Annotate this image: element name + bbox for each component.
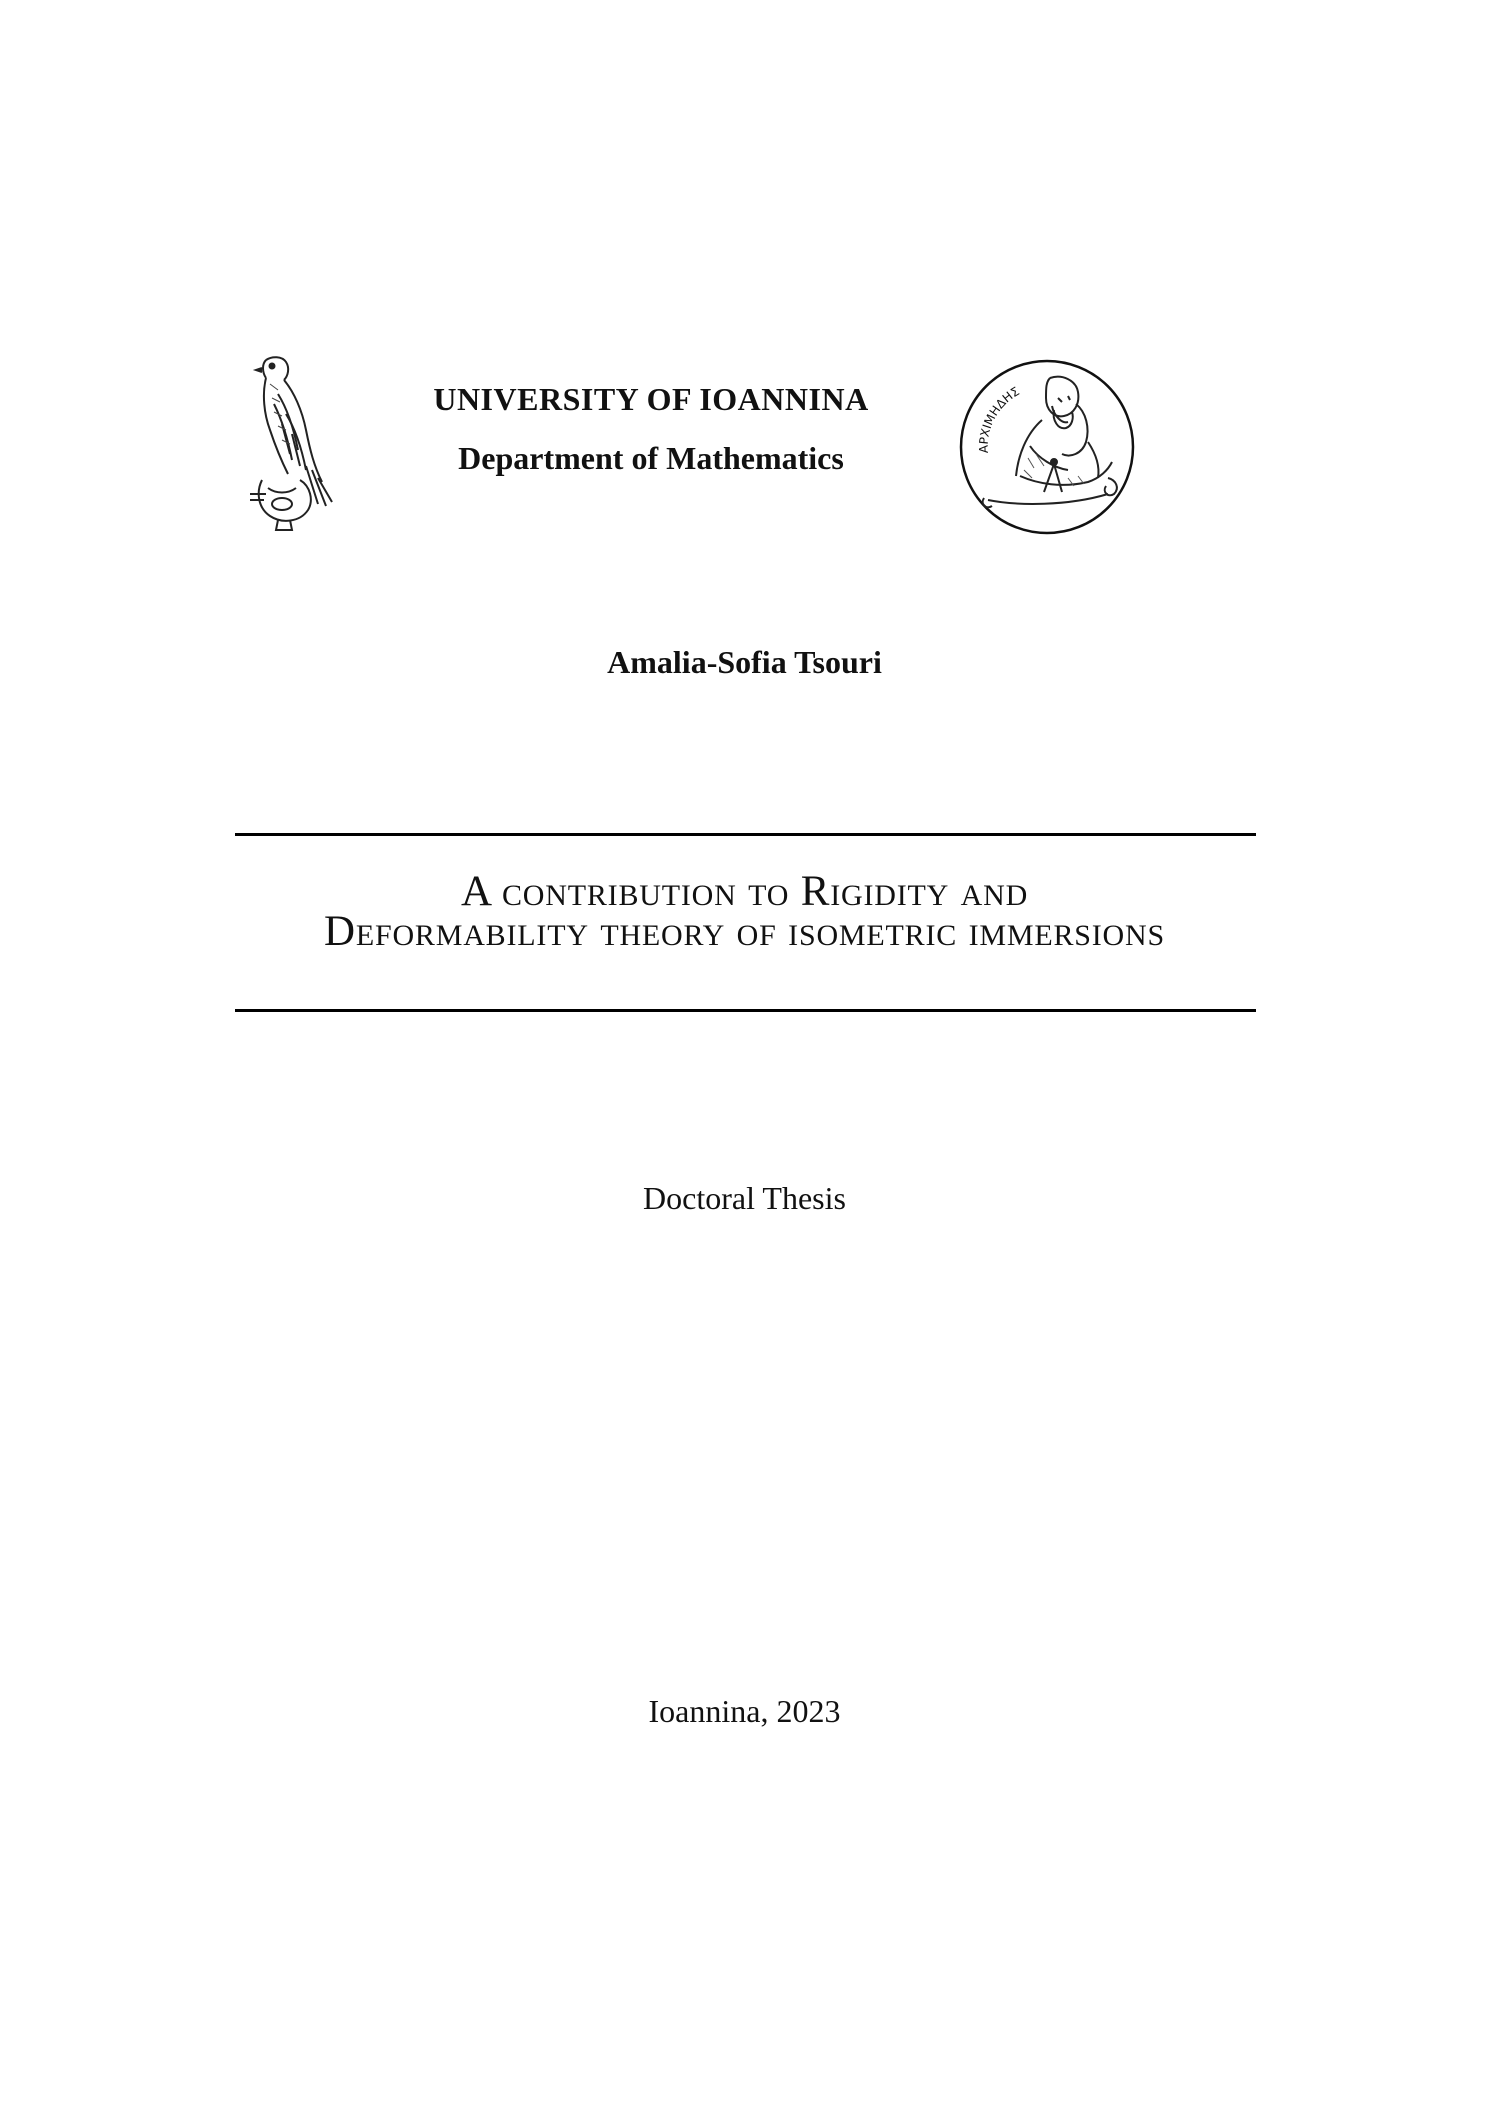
place-and-year: Ioannina, 2023 — [648, 1693, 841, 1729]
title-rule-bottom — [235, 1009, 1256, 1012]
thesis-title-line-1: A contribution to Rigidity and — [460, 868, 1029, 915]
document-type: Doctoral Thesis — [643, 1180, 846, 1216]
seal-text: ΑΡΧΙΜΗΔΗΣ — [976, 384, 1022, 454]
author-name: Amalia-Sofia Tsouri — [607, 644, 882, 680]
title-rule-top — [235, 833, 1256, 836]
thesis-title — [200, 868, 1289, 955]
department-name: Department of Mathematics — [458, 440, 844, 476]
owl-logo-icon — [248, 354, 344, 532]
thesis-title-line-2: Deformability theory of isometric immersions — [324, 908, 1165, 955]
archimedes-seal-icon — [958, 358, 1136, 536]
university-name: UNIVERSITY OF IOANNINA — [433, 381, 869, 417]
